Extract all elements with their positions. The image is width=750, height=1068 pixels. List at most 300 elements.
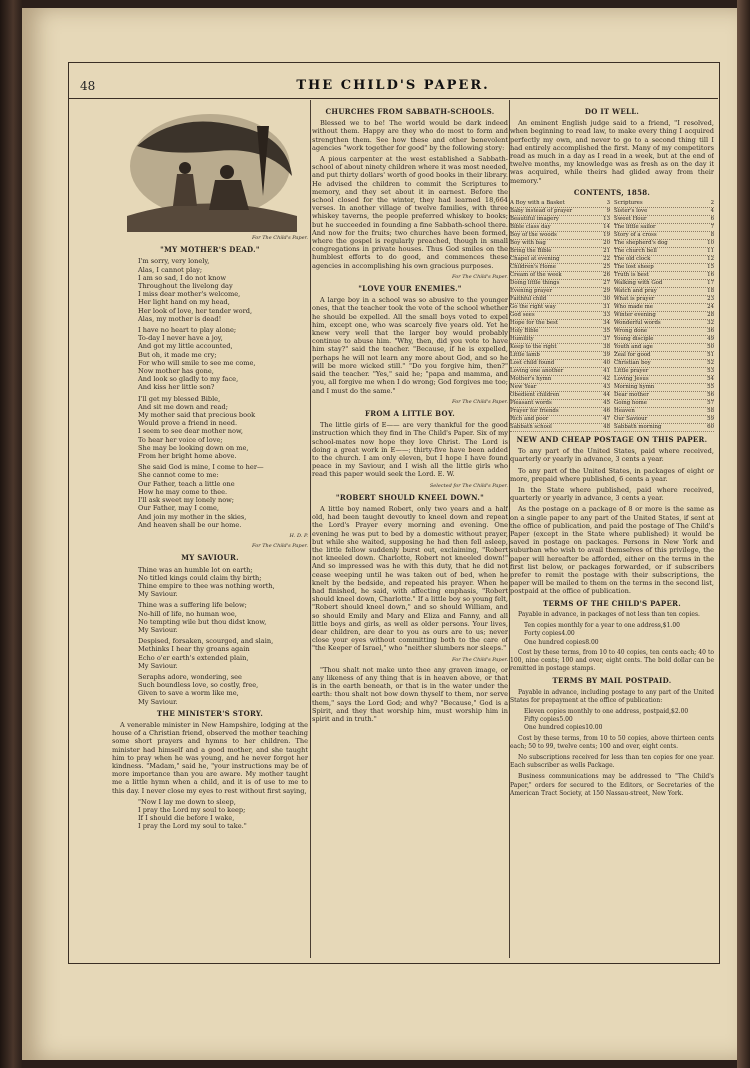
poem-line: Seraphs adore, wondering, see (138, 672, 242, 681)
poem-line: She said God is mine, I come to her— (138, 463, 264, 472)
entry-label: Little prayer (614, 368, 649, 375)
poem-line: Throughout the livelong day (138, 282, 233, 291)
poem-line: And got my little accounted, (138, 342, 233, 351)
poem-line: No tempting wile but thou didst know, (138, 617, 267, 626)
poem-line: Alas, my mother is dead! (138, 314, 222, 323)
paragraph: The little girls of E—— are very thankful for the good instruction which they find in The Child's Paper. Six of my school-mates now hope they love Christ. The Lord is doing a great work in E——; thirty-five have been added to the church. I am only eleven, but I hope I have found peace in my Saviour, and I wish all the little girls who read this paper would seek the Lord. E. W. (312, 421, 508, 479)
entry-label: Bring the Bible (510, 248, 552, 255)
illustration-credit: For The Child's Paper. (252, 235, 308, 241)
entry-label: Sabbath school (510, 424, 552, 431)
poem-line: My Saviour. (138, 590, 178, 599)
poem-line: My mother said that precious book (138, 411, 256, 420)
contents-entry (510, 224, 610, 232)
entry-label: Youth and age (614, 344, 653, 351)
entry-value: 57 (707, 400, 714, 407)
entry-value: $2.00 (671, 707, 689, 715)
poem-line: But oh, it made me cry; (138, 350, 217, 359)
contents-entry (524, 716, 714, 724)
entry-value: 48 (603, 424, 610, 431)
poem-line: Now mother has gone, (138, 367, 214, 376)
contents-entry (510, 216, 610, 224)
entry-label: Pleasant words (510, 400, 552, 407)
contents-list-right (614, 200, 714, 432)
terms-note: Cost by these terms, from 10 to 40 copies, ten cents each; 40 to 100, nine cents; 100 and over, eight cents. The bold dollar can be remitted in postage stamps. (510, 648, 714, 673)
entry-value: 44 (603, 392, 610, 399)
entry-label: Loving one another (510, 368, 564, 375)
entry-value: 28 (707, 312, 714, 319)
contents-entry (510, 424, 610, 432)
contents-entry (510, 288, 610, 296)
contents-entry (614, 312, 714, 320)
contents-entry (614, 272, 714, 280)
poem-line: Such boundless love, so costly, free, (138, 681, 259, 690)
contents-entry (614, 368, 714, 376)
entry-label: Going home (614, 400, 647, 407)
contents-title: CONTENTS, 1858. (573, 187, 651, 197)
entry-value: 10 (707, 240, 714, 247)
entry-value: 11 (707, 248, 714, 255)
contents-entry (510, 400, 610, 408)
entry-label: Bible class day (510, 224, 551, 231)
poem-stanza (138, 326, 308, 392)
poem-stanza (138, 395, 308, 461)
entry-label: Young disciple (614, 336, 654, 343)
poem-line: Thine was a suffering life below; (138, 601, 247, 610)
verse-line: I pray the Lord my soul to keep; (138, 806, 246, 814)
paragraph: A venerable minister in New Hampshire, lodging at the house of a Christian friend, observed the mother teaching some short prayers and hymns to her children. The minister had himself and a good mother, and she taught him to pray when he was young, and he never forgot her kindness. "Madam," said he, "your instructions may be of more importance than you are aware. My mother taught me a little hymn when a child, and it is of use to me to this day. I never close my eyes to rest without first saying, (112, 720, 308, 795)
entry-label: Rich and poor (510, 416, 549, 423)
contents-entry (614, 400, 714, 408)
poem-line: And join my mother in the skies, (138, 512, 247, 521)
contents-entry (614, 280, 714, 288)
article-title: "ROBERT SHOULD KNEEL DOWN." (335, 492, 485, 502)
entry-value: 31 (603, 304, 610, 311)
article-title: THE MINISTER'S STORY. (156, 708, 264, 718)
entry-label: Loving Jesus (614, 376, 649, 383)
contents-entry (614, 344, 714, 352)
paragraph: A little boy named Robert, only two years and a half old, had been taught devoutly to kneel down and repeat the Lord's Prayer every morning and evening. One evening he was put to bed by a domestic without prayer, but while she waited, supposing he had then fell asleep, the little fellow suddenly burst out, exclaiming, "Robert not kneeled down. Charlotte, Robert not kneeled down!" And so impressed was he with this duty, that he did not cease weeping until he was taken out of bed, when he knelt by the bedside, and repeated his prayer. When he had finished, he said, with affecting emphasis, "Robert should kneel down, Charlotte." If a little boy so young felt, "Robert should kneel down," and so should William, and so should Emily and Mary and Eliza and Fanny, and all little boys and girls, as well as older persons. Your lives, dear children, are dear to you as ours are to us; never close your eyes without committing both to the care of "the Keeper of Israel," who "neither slumbers nor sleeps." (312, 504, 508, 653)
entry-label: The lost sheep (614, 264, 654, 271)
paragraph: As the postage on a package of 8 or more is the same as on a single paper to any part of the United States, if sent at the office of publication, and paid the postage of The Child's Paper (except in the State where published) it would be saved in postage on packages. Persons in New York and suburban who wish to avail themselves of this privilege, the paper will hereafter be afforded, either on the terms in the first list below, or packages forwarded, or if subscribers prefer to remit the postage with their subscriptions, the paper will be mailed to them on the terms in the second list, postpaid at the office of publication. (510, 505, 714, 596)
entry-label: One hundred copies (524, 724, 586, 732)
verse-line: If I should die before I wake, (138, 814, 235, 823)
contents-entry (510, 408, 610, 416)
entry-label: Morning hymn (614, 384, 655, 391)
contents-entry (614, 256, 714, 264)
article-title: FROM A LITTLE BOY. (364, 408, 456, 418)
entry-label: Wrong done (614, 328, 648, 335)
entry-label: Keep to the right (510, 344, 557, 351)
poem-line: And look so gladly to my face, (138, 375, 239, 384)
poem-line: I'll get my blessed Bible, (138, 394, 221, 403)
contents-entry (614, 392, 714, 400)
entry-value: 42 (603, 376, 610, 383)
contents-entry (614, 320, 714, 328)
entry-value: 26 (603, 272, 610, 279)
contents-entry (510, 256, 610, 264)
poem-stanza (138, 601, 308, 634)
poem-line: How he may come to thee. (138, 487, 228, 496)
poem-line: For who will smile to see me come, (138, 358, 256, 367)
contents-table (510, 200, 714, 432)
poem-line: Her light hand on my head, (138, 298, 230, 307)
entry-label: Truth is best (614, 272, 649, 279)
contents-entry (524, 724, 714, 732)
terms-title: TERMS OF THE CHILD'S PAPER. (543, 598, 681, 608)
entry-value: 52 (707, 360, 714, 367)
poem-signature: H. D. P. (289, 532, 308, 539)
poem-line: Alas, I cannot play; (138, 265, 203, 274)
contents-entry (510, 352, 610, 360)
contents-entry (510, 304, 610, 312)
contents-entry (510, 392, 610, 400)
contents-entry (614, 224, 714, 232)
article-credit: For The Child's Paper. (452, 273, 508, 280)
poem-line: Despised, forsaken, scourged, and slain, (138, 637, 274, 646)
entry-value: 35 (603, 328, 610, 335)
entry-label: Ten copies monthly for a year to one address, (524, 622, 663, 630)
entry-value: 13 (603, 216, 610, 223)
entry-value: 51 (707, 352, 714, 359)
poem-line: Our Father, may I come, (138, 504, 219, 513)
poem-line: She may be looking down on me, (138, 443, 249, 452)
entry-value: 58 (707, 408, 714, 415)
entry-value: 24 (707, 304, 714, 311)
entry-value: 21 (603, 248, 610, 255)
entry-label: Sabbath morning (614, 424, 662, 431)
entry-value: 41 (603, 368, 610, 375)
entry-label: Lost child found (510, 360, 555, 367)
poem-line: I have no heart to play alone; (138, 326, 237, 335)
poem-line: I am so sad, I do not know (138, 273, 226, 282)
poem-mothers-dead (138, 257, 308, 529)
contents-entry (510, 416, 610, 424)
entry-value: 4 (710, 208, 714, 215)
column-rule (310, 100, 311, 958)
entry-value: 32 (707, 320, 714, 327)
entry-value: 25 (603, 264, 610, 271)
poem-line: Thine was an humble lot on earth; (138, 565, 253, 574)
article-body (312, 296, 508, 394)
article-body (312, 505, 508, 653)
entry-label: Story of a cross (614, 232, 657, 239)
entry-value: 38 (603, 344, 610, 351)
entry-value: 7 (710, 224, 714, 231)
entry-label: Baby instead of prayer (510, 208, 573, 215)
contents-entry (524, 708, 714, 716)
entry-label: Prayer for friends (510, 408, 559, 415)
poem-line: And heaven shall be our home. (138, 520, 242, 529)
entry-value: 18 (707, 288, 714, 295)
contents-entry (524, 630, 714, 638)
entry-value: 37 (603, 336, 610, 343)
contents-entry (614, 304, 714, 312)
entry-label: Forty copies (524, 630, 562, 638)
poem-line: Given to save a worm like me, (138, 689, 239, 698)
article-body (312, 666, 508, 723)
entry-value: 6 (710, 216, 714, 223)
poem-title: "MY MOTHER'S DEAD." (160, 245, 260, 255)
contents-entry (614, 360, 714, 368)
entry-label: Mother's hymn (510, 376, 552, 383)
article-credit: For The Child's Paper. (452, 398, 508, 405)
poem-line: From her bright home above. (138, 452, 237, 461)
contents-entry (510, 336, 610, 344)
entry-label: Dear mother (614, 392, 649, 399)
contents-entry (614, 376, 714, 384)
entry-label: Zeal for good (614, 352, 651, 359)
article-title: CHURCHES FROM SABBATH-SCHOOLS. (325, 107, 495, 116)
poem-stanza (138, 566, 308, 599)
verse-line: "Now I lay me down to sleep, (138, 797, 236, 806)
contents-entry (510, 240, 610, 248)
entry-value: 50 (707, 344, 714, 351)
entry-label: New Year (510, 384, 537, 391)
contents-entry (614, 384, 714, 392)
article-body (312, 119, 508, 270)
contents-entry (614, 296, 714, 304)
entry-value: 22 (603, 256, 610, 263)
entry-label: Wonderful words (614, 320, 661, 327)
entry-value: 33 (603, 312, 610, 319)
poem-line: And sit me down and read; (138, 402, 228, 411)
poem-line: I'm sorry, very lonely, (138, 257, 210, 266)
contents-entry (510, 264, 610, 272)
entry-value: 53 (707, 368, 714, 375)
contents-entry (510, 280, 610, 288)
entry-value: 19 (603, 232, 610, 239)
entry-label: Christian boy (614, 360, 651, 367)
entry-value: 9 (606, 208, 610, 215)
poem-line: She cannot come to me: (138, 471, 219, 480)
entry-value: 2 (710, 200, 714, 207)
poem-line: My Saviour. (138, 661, 178, 670)
contents-entry (614, 264, 714, 272)
subscription-note: No subscriptions received for less than ten copies for one year. Each subscriber as wells Package. (510, 753, 714, 770)
entry-value: 27 (603, 280, 610, 287)
entry-value: 20 (603, 240, 610, 247)
contents-entry (614, 336, 714, 344)
entry-label: Evening prayer (510, 288, 553, 295)
entry-label: Who made me (614, 304, 653, 311)
poem-line: Methinks I hear thy groans again (138, 645, 250, 654)
paragraph: To any part of the United States, in packages of eight or more, prepaid where published, 6 cents a year. (510, 466, 714, 483)
verse-line: I pray the Lord my soul to take." (138, 822, 247, 831)
paragraph: To any part of the United States, paid where received, quarterly or yearly in advance, 3 cents a year. (510, 447, 714, 464)
entry-label: Obedient children (510, 392, 560, 399)
contents-entry (510, 248, 610, 256)
contents-entry (524, 639, 714, 647)
entry-value: 56 (707, 392, 714, 399)
contents-entry (614, 352, 714, 360)
postage-body (510, 447, 714, 595)
entry-label: Walking with God (614, 280, 663, 287)
entry-value: 47 (603, 416, 610, 423)
entry-label: Holy Bible (510, 328, 539, 335)
poem-my-saviour (138, 566, 308, 706)
page-header (68, 78, 718, 99)
paragraph: "Thou shalt not make unto thee any graven image, or any likeness of any thing that is in heaven above, or that is in the earth beneath, or that is in the water under the earth: thou shalt not bow down thyself to them, nor serve them," says the Lord God; and why? "Because," God is a Spirit, and they that worship him, must worship him in spirit and in truth." (312, 665, 508, 724)
article-body (312, 421, 508, 478)
entry-label: Our Saviour (614, 416, 648, 423)
poem-line: To-day I never have a joy, (138, 334, 223, 343)
contents-entry (614, 200, 714, 208)
entry-value: 36 (707, 328, 714, 335)
entry-value: 46 (603, 408, 610, 415)
poem-line: No-hill of life, no human woe, (138, 609, 237, 618)
article-title: DO IT WELL. (584, 107, 640, 116)
article-credit: Selected for The Child's Paper. (429, 482, 508, 489)
entry-label: Children's Home (510, 264, 556, 271)
poem-line: I seem to see dear mother now, (138, 427, 243, 436)
entry-label: The church bell (614, 248, 657, 255)
entry-value: 54 (707, 376, 714, 383)
poem-line: And kiss her little son? (138, 383, 215, 392)
entry-label: Chapel at evening (510, 256, 560, 263)
contents-entry (614, 232, 714, 240)
entry-label: Fifty copies (524, 716, 560, 724)
entry-value: 14 (603, 224, 610, 231)
poem-stanza (138, 673, 308, 706)
mail-terms-title: TERMS BY MAIL POSTPAID. (552, 676, 672, 686)
entry-value: 15 (707, 264, 714, 271)
entry-label: Eleven copies monthly to one address, postpaid, (524, 707, 672, 715)
poem-line: My Saviour. (138, 625, 178, 634)
masthead-title: THE CHILD'S PAPER. (296, 78, 490, 93)
entry-value: 8 (710, 232, 714, 239)
entry-value: 10.00 (585, 724, 603, 732)
terms-rates (524, 622, 714, 647)
contents-entry (614, 288, 714, 296)
entry-value: 30 (603, 296, 610, 303)
poem-line: Thine empire to thee was nothing worth, (138, 581, 275, 590)
entry-value: 5.00 (559, 716, 573, 724)
engraving-illustration (117, 106, 303, 232)
entry-label: Scriptures (614, 200, 643, 207)
poem-line: I miss dear mother's welcome, (138, 290, 241, 299)
poem-stanza (138, 463, 308, 529)
postage-title: NEW AND CHEAP POSTAGE ON THIS PAPER. (516, 435, 708, 445)
entry-value: 55 (707, 384, 714, 391)
entry-label: Sweet Hour (614, 216, 647, 223)
entry-label: Little lamb (510, 352, 540, 359)
entry-label: God sees (510, 312, 535, 319)
contents-entry (614, 424, 714, 432)
entry-label: Boy with bag (510, 240, 546, 247)
column-1 (112, 104, 308, 954)
terms-intro: Payable in advance, in packages of not less than ten copies. (518, 610, 700, 618)
contents-entry (510, 232, 610, 240)
contents-entry (614, 408, 714, 416)
contents-entry (614, 416, 714, 424)
entry-label: One hundred copies (524, 638, 586, 646)
poem-stanza (138, 637, 308, 670)
article-credit: For The Child's Paper. (452, 656, 508, 663)
mail-terms-rates (524, 708, 714, 733)
entry-label: Sister's love (614, 208, 648, 215)
poem-line: Our Father, teach a little one (138, 479, 235, 488)
entry-label: The little sailor (614, 224, 656, 231)
poem-line: No titled kings could claim thy birth; (138, 573, 262, 582)
poem-line: To hear her voice of love; (138, 435, 223, 444)
entry-value: 29 (603, 288, 610, 295)
business-note: Business communications may be addressed to "The Child's Paper," orders for secured to the Editors, or Secretaries of the American Tract Society, at 150 Nassau-street, New York. (510, 773, 714, 797)
contents-list-left (510, 200, 610, 432)
entry-value: 43 (603, 384, 610, 391)
entry-value: 60 (707, 424, 714, 431)
article-title: "LOVE YOUR ENEMIES." (358, 284, 462, 294)
contents-entry (510, 272, 610, 280)
entry-label: Beautiful imagery (510, 216, 559, 223)
poem-line: I'll ask sweet my lonely now; (138, 496, 235, 505)
page-number: 48 (80, 79, 96, 93)
story-body (112, 721, 308, 795)
entry-label: Go the right way (510, 304, 556, 311)
woodcut-image (117, 106, 303, 232)
entry-label: Humility (510, 336, 534, 343)
contents-entry (614, 208, 714, 216)
entry-value: 49 (707, 336, 714, 343)
poem-line: Would prove a friend in need. (138, 419, 238, 428)
entry-label: The shepherd's dog (614, 240, 668, 247)
poem-title: MY SAVIOUR. (181, 553, 239, 563)
entry-label: Watch and pray (614, 288, 657, 295)
entry-label: A Boy with a Basket (510, 200, 565, 207)
entry-value: 39 (603, 352, 610, 359)
entry-label: Cream of the week (510, 272, 562, 279)
column-2 (312, 104, 508, 954)
contents-entry (510, 360, 610, 368)
entry-label: The old clock (614, 256, 651, 263)
entry-label: Faithful child (510, 296, 547, 303)
contents-entry (510, 208, 610, 216)
poem-line: My Saviour. (138, 697, 178, 706)
entry-value: $1.00 (662, 622, 680, 630)
contents-entry (614, 240, 714, 248)
entry-label: Boy of the woods (510, 232, 557, 239)
entry-label: Doing little things (510, 280, 560, 287)
contents-entry (614, 248, 714, 256)
entry-label: Hope for the best (510, 320, 558, 327)
contents-entry (510, 328, 610, 336)
entry-label: Winter evening (614, 312, 656, 319)
entry-value: 3 (606, 200, 610, 207)
contents-entry (510, 312, 610, 320)
entry-value: 12 (707, 256, 714, 263)
entry-value: 17 (707, 280, 714, 287)
book-spine (0, 0, 22, 1068)
entry-value: 45 (603, 400, 610, 407)
contents-entry (614, 328, 714, 336)
contents-entry (510, 344, 610, 352)
mail-terms-intro: Payable in advance, including postage to any part of the United States for prepayment at the office of publication: (510, 688, 714, 704)
poem-credit: For The Child's Paper. (252, 543, 308, 550)
column-3 (510, 104, 714, 954)
entry-label: Heaven (614, 408, 635, 415)
paragraph: A pious carpenter at the west established a Sabbath-school of about ninety children where it was most needed, and put thirty dollars' worth of good books in their library. He advised the children to commit the Scriptures to memory, and they set about it in earnest. Before the school closed for the winter, they had learned 18,664 verses. In another village of twelve families, with three whiskey taverns, the people preferred whiskey to books; but he succeeded in founding a fine Sabbath-school there. And now for the fruits; two churches have been formed, where the gospel is regularly preached, though in small congregations in private houses. Thus God smiles on the humblest efforts to do good, and commences these agencies in accomplishing his own gracious purposes. (312, 155, 508, 270)
contents-entry (510, 320, 610, 328)
entry-value: 34 (603, 320, 610, 327)
poem-line: Echo o'er earth's extended plain, (138, 653, 249, 662)
entry-value: 40 (603, 360, 610, 367)
poem-line: Her look of love, her tender word, (138, 306, 253, 315)
entry-value: 8.00 (585, 638, 599, 646)
paragraph: Blessed we to be! The world would be dark indeed without them. Happy are they who do most to form and strengthen them. See how these and other benevolent agencies "work together for good" by the following story: (312, 119, 508, 152)
entry-value: 59 (707, 416, 714, 423)
entry-value: 4.00 (561, 630, 575, 638)
page-edge (737, 0, 750, 1068)
mail-terms-note: Cost by these terms, from 10 to 50 copies, above thirteen cents each; 50 to 99, twelve cents; 100 and over, eight cents. (510, 734, 714, 750)
